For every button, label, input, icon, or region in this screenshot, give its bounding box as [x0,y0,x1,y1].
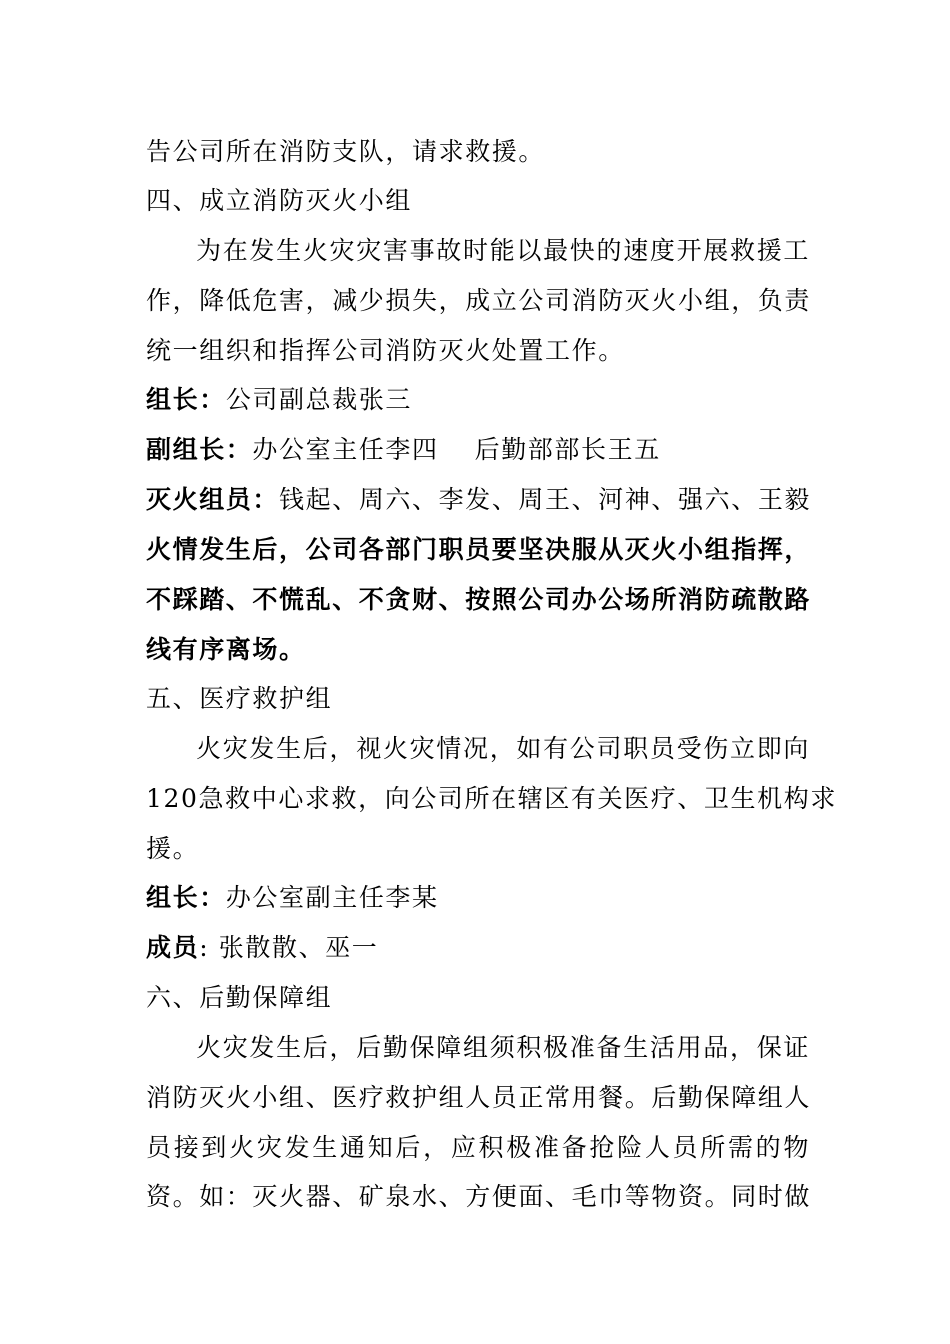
paragraph-line: 统一组织和指挥公司消防灭火处置工作。 [146,336,625,365]
vice-leader-line [146,433,810,467]
bold-notice-line: 线有序离场。 [146,635,306,664]
paragraph-line: 资。如：灭火器、矿泉水、方便面、毛巾等物资。同时做 [146,1182,812,1211]
medical-leader-value: 办公室副主任李某 [225,883,439,912]
paragraph-line: 作，降低危害，减少损失，成立公司消防灭火小组，负责 [146,286,812,315]
medical-members-value: : 张散散、巫一 [199,933,379,962]
members-line [146,483,810,517]
leader-label: 组长： [146,385,226,414]
medical-leader-label: 组长： [146,883,226,912]
vice-leader-value-2: 后勤部部长王五 [474,435,661,464]
leader-value: 公司副总裁张三 [225,385,413,414]
section-heading-6: 六、后勤保障组 [146,983,333,1012]
leader-line [146,383,810,417]
section-heading-5: 五、医疗救护组 [146,684,333,713]
paragraph-line: 消防灭火小组、医疗救护组人员正常用餐。后勤保障组人 [146,1083,812,1112]
paragraph-line: 火灾发生后，后勤保障组须积极准备生活用品，保证 [196,1033,810,1062]
members-value: 钱起、周六、李发、周王、河神、强六、王毅 [279,485,812,514]
paragraph-line: 火灾发生后，视火灾情况，如有公司职员受伤立即向 [196,734,810,763]
medical-leader-line [146,881,810,915]
paragraph-line: 告公司所在消防支队，请求救援。 [146,137,546,166]
vice-leader-value: 办公室主任李四 [252,435,439,464]
paragraph-line: 员接到火灾发生通知后，应积极准备抢险人员所需的物 [146,1133,810,1162]
paragraph-line: 援。 [146,834,200,863]
bold-notice-line: 不踩踏、不慌乱、不贪财、按照公司办公场所消防疏散路 [146,585,812,614]
paragraph-line: 120急救中心求救，向公司所在辖区有关医疗、卫生机构求 [146,784,837,813]
bold-notice-line: 火情发生后，公司各部门职员要坚决服从灭火小组指挥， [146,535,812,564]
medical-members-line [146,931,810,965]
members-label: 灭火组员： [146,485,280,514]
paragraph-line: 为在发生火灾灾害事故时能以最快的速度开展救援工 [196,236,810,265]
medical-members-label: 成员 [146,933,200,962]
section-heading-4: 四、成立消防灭火小组 [146,186,413,215]
vice-leader-label: 副组长： [146,435,253,464]
